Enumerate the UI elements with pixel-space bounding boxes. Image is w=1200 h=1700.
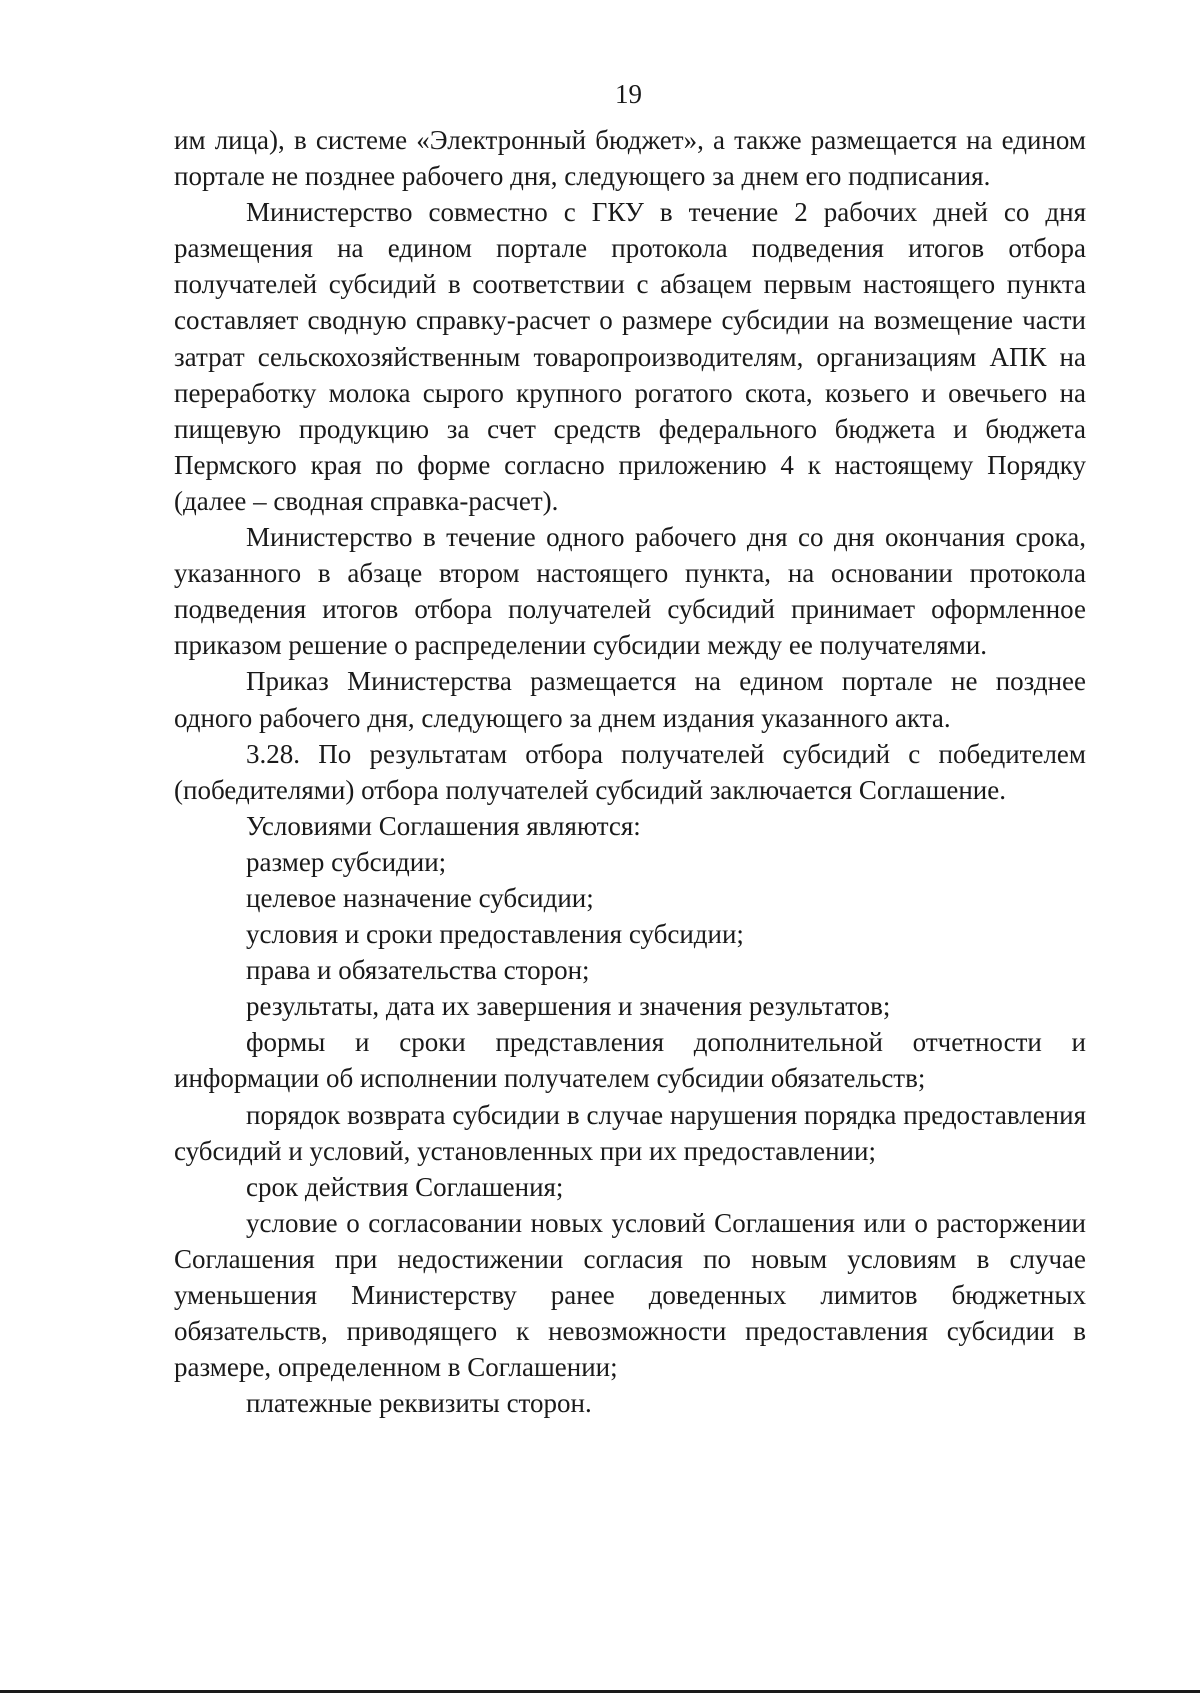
list-item: результаты, дата их завершения и значения результатов;	[246, 991, 891, 1022]
list-item: порядок возврата субсидии в случае нарушения порядка предоставления субсидий и условий, установленных при их предоставлении;	[174, 1099, 1086, 1166]
paragraph: Министерство совместно с ГКУ в течение 2 рабочих дней со дня размещения на едином портале протокола подведения итогов отбора получателей субсидий в соответствии с абзацем первым настоящего пункта составляет сводную справку-расчет о размере субсидии на возмещение части затрат сельскохозяйственным товаропроизводителям, организациям АПК на переработку молока сырого крупного рогатого скота, козьего и овечьего на пищевую продукцию за счет средств федерального бюджета и бюджета Пермского края по форме согласно приложению 4 к настоящему Порядку (далее – сводная справка-расчет).	[174, 197, 1086, 516]
paragraph: Министерство в течение одного рабочего дня со дня окончания срока, указанного в абзаце втором настоящего пункта, на основании протокола подведения итогов отбора получателей субсидий принимает оформленное приказом решение о распределении субсидии между ее получателями.	[174, 522, 1086, 661]
section-paragraph: 3.28. По результатам отбора получателей субсидий с победителем (победителями) отбора получателей субсидий заключается Соглашение.	[174, 738, 1086, 805]
paragraph: Приказ Министерства размещается на едином портале не позднее одного рабочего дня, следующего за днем издания указанного акта.	[174, 666, 1086, 733]
list-item: условие о согласовании новых условий Соглашения или о расторжении Соглашения при недостижении согласия по новым условиям в случае уменьшения Министерству ранее доведенных лимитов бюджетных обязательств, приводящего к невозможности предоставления субсидии в размере, определенном в Соглашении;	[174, 1207, 1086, 1383]
paragraph: Условиями Соглашения являются:	[246, 810, 641, 841]
list-item: формы и сроки представления дополнительной отчетности и информации об исполнении получателем субсидии обязательств;	[174, 1027, 1086, 1094]
scan-bottom-edge	[0, 1690, 1200, 1693]
list-item: целевое назначение субсидии;	[246, 882, 594, 913]
list-item: срок действия Соглашения;	[246, 1171, 564, 1202]
paragraph: им лица), в системе «Электронный бюджет», а также размещается на едином портале не позднее рабочего дня, следующего за днем его подписания.	[174, 125, 1086, 192]
list-item: платежные реквизиты сторон.	[246, 1388, 592, 1419]
page-number: 19	[615, 79, 642, 109]
document-body	[174, 122, 1086, 1421]
list-item: условия и сроки предоставления субсидии;	[246, 919, 744, 950]
list-item: права и обязательства сторон;	[246, 955, 590, 986]
list-item: размер субсидии;	[246, 846, 447, 877]
